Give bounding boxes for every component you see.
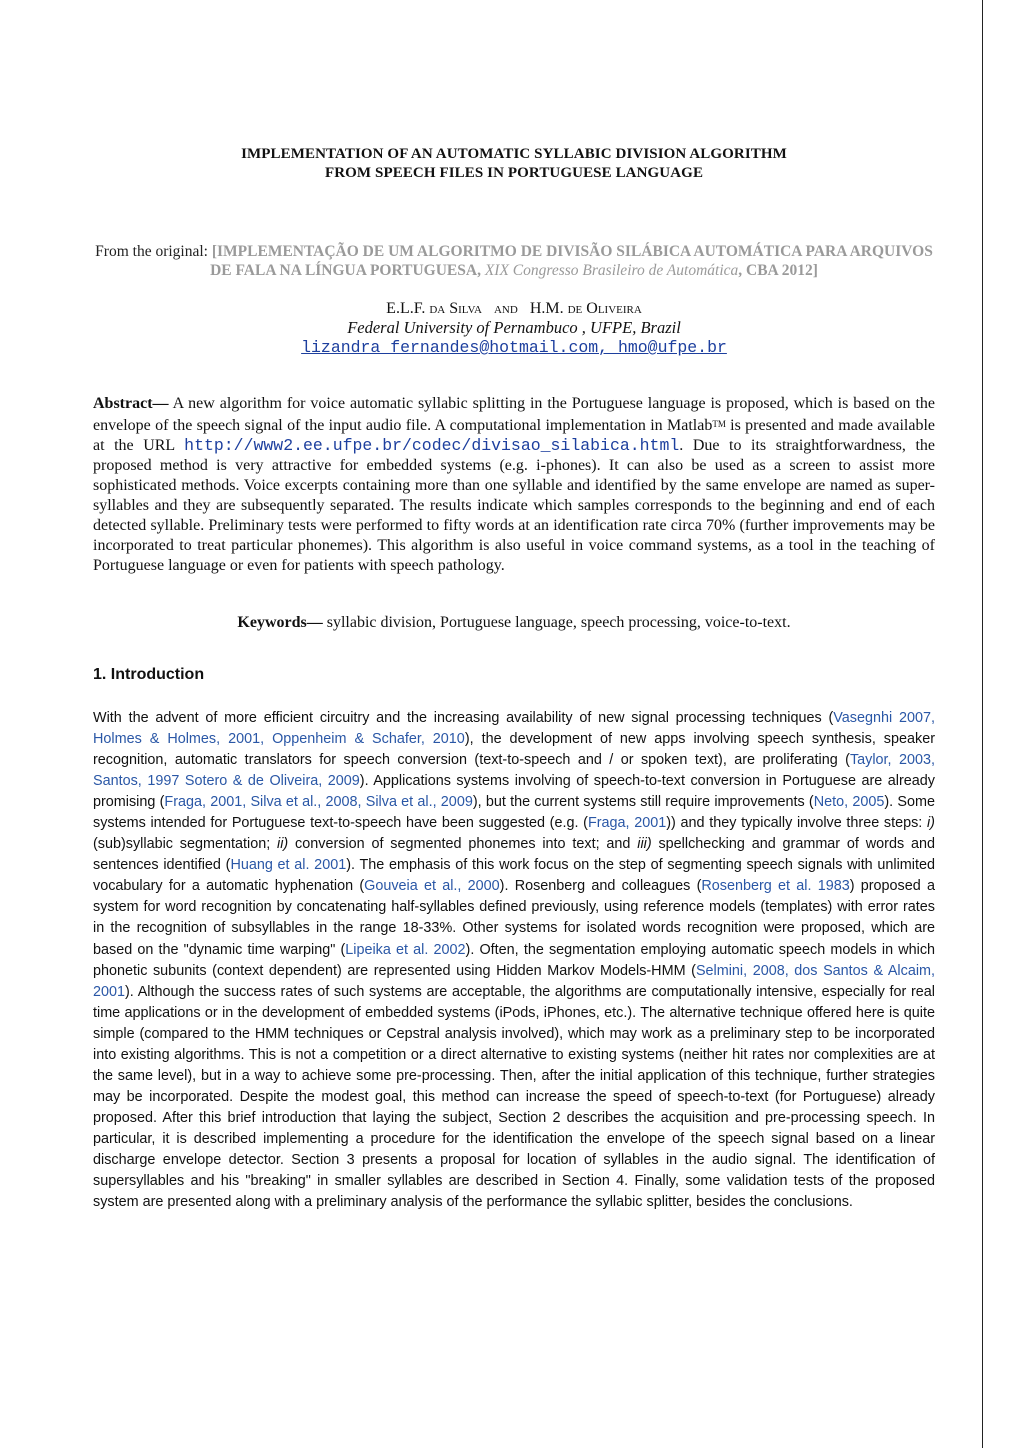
introduction-paragraph [93,708,935,1213]
author-1-surname: da Silva [429,300,482,317]
original-venue-tail: , CBA 2012] [738,262,818,279]
list-marker-iii: iii) [637,836,652,853]
citation-link[interactable]: Neto, 2005 [813,794,885,811]
intro-text: ), the development of new apps involving speech synthesis, speaker recognition, automatic translators for speech conversion (text-to-speech and / or spoken text), are proliferating ( [93,731,935,769]
intro-text: conversion of segmented phonemes into text; and [288,836,638,853]
abstract [93,394,935,576]
keywords-text: syllabic division, Portuguese language, speech processing, voice-to-text. [322,614,791,631]
citation-link[interactable]: Lipeika et al. 2002 [345,941,466,958]
citation-link[interactable]: Taylor, 2003, Santos, 1997 Sotero & de Oliveira, 2009 [93,752,935,790]
intro-text: With the advent of more efficient circuitry and the increasing availability of new signal processing techniques ( [93,710,834,726]
intro-text: ). Applications systems involving of speech-to-text conversion in Portuguese are already promising ( [93,773,935,811]
author-emails-link[interactable]: lizandra_fernandes@hotmail.com, hmo@ufpe.br [301,338,727,357]
citation-link[interactable]: Gouveia et al., 2000 [364,878,500,895]
author-2-initials: H.M. [529,300,568,317]
keywords [93,613,935,633]
citation-link[interactable]: Fraga, 2001, Silva et al., 2008, Silva et al., 2009 [164,794,473,811]
original-prefix: From the original: [95,243,212,260]
intro-text: spellchecking and grammar of words and sentences identified ( [93,836,935,874]
authors-and: and [493,300,518,317]
trademark-mark: TM [712,419,726,429]
author-1-initials: E.L.F. [386,300,430,317]
keywords-label: Keywords— [237,614,323,631]
citation-link[interactable]: Fraga, 2001 [587,815,667,832]
affiliation: Federal University of Pernambuco , UFPE, Brazil [347,318,681,337]
original-venue: XIX Congresso Brasileiro de Automática [484,262,739,279]
intro-text: (sub)syllabic segmentation; [93,836,278,853]
title-line-1: IMPLEMENTATION OF AN AUTOMATIC SYLLABIC DIVISION ALGORITHM [241,146,787,162]
intro-text: ). Rosenberg and colleagues ( [499,878,702,895]
intro-text: ). Some systems intended for Portuguese text-to-speech have been suggested (e.g. ( [93,794,935,832]
authors [93,299,935,318]
intro-text: ). The emphasis of this work focus on the step of segmenting speech signals with unlimited vocabulary for a automatic hyphenation ( [93,857,935,895]
abstract-url-link[interactable]: http://www2.ee.ufpe.br/codec/divisao_silabica.html [184,436,680,455]
intro-text: ), but the current systems still require improvements ( [472,794,814,811]
abstract-label: Abstract— [93,395,169,412]
original-reference [93,242,935,280]
intro-text: )) and they typically involve three steps: [666,815,927,832]
abstract-text-3: . Due to its straightforwardness, the proposed method is very attractive for embedded systems (e.g. i-phones). It can also be used as a screen to assist more sophisticated methods. Voice excerpts containing more than one syllable and identified by the same envelope are named as super-syllables and they are subsequently separated. The results indicate which samples corresponds to the beginning and end of each detected syllable. Preliminary tests were performed to fifty words at an identification rate circa 70% (further improvements may be incorporated to treat particular phonemes). This algorithm is also useful in voice command systems, as a tool in the teaching of Portuguese language or even for patients with speech pathology. [93,437,936,574]
intro-text: ). Although the success rates of such systems are acceptable, the algorithms are computationally intensive, especially for real time applications or in the development of embedded systems (iPods, iPhones, etc.). The alternative technique offered here is quite simple (compared to the HMM techniques or Cepstral analysis involved), which may work as a preliminary step to be incorporated into existing algorithms. This is not a competition or a direct alternative to existing systems (neither hit rates nor complexities are at the same level), but in a way to achieve some pre-processing. Then, after the initial application of this technique, further strategies may be incorporated. Despite the modest goal, this method can increase the speed of speech-to-text (for Portuguese) already proposed. After this brief introduction that laying the subject, Section 2 describes the acquisition and pre-processing speech. In particular, it is described implementing a procedure for the identification the envelope of the speech signal based on a linear discharge envelope detector. Section 3 presents a proposal for location of syllables in the audio signal. The identification of supersyllables and his "breaking" in smaller syllables are described in Section 4. Finally, some validation tests of the proposed system are presented along with a preliminary analysis of the performance the syllabic splitter, besides the conclusions. [93,983,935,1211]
original-open-bracket: [ [211,243,218,260]
original-title: IMPLEMENTAÇÃO DE UM ALGORITMO DE DIVISÃO SILÁBICA AUTOMÁTICA PARA ARQUIVOS DE FALA NA LÍNGUA PORTUGUESA, [210,243,933,279]
paper-title [93,145,935,183]
abstract-text-1: A new algorithm for voice automatic syllabic splitting in the Portuguese language is proposed, which is based on the envelope of the speech signal of the input audio file. A computational implementation in Matlab [93,395,935,434]
citation-link[interactable]: Rosenberg et al. 1983 [701,878,850,895]
list-marker-i: i) [926,815,935,832]
intro-text: ) proposed a system for word recognition by concatenating half-syllables defined previously, using reference models (templates) with error rates in the recognition of subsyllables in the range 18-33%. Other systems for isolated words recognition were proposed, which are based on the "dynamic time warping" ( [93,878,935,958]
author-2-surname: de Oliveira [567,300,642,317]
list-marker-ii: ii) [277,836,289,853]
citation-link[interactable]: Selmini, 2008, dos Santos & Alcaim, 2001 [93,962,936,1000]
citation-link[interactable]: Huang et al. 2001 [230,857,347,874]
intro-text: ). Often, the segmentation employing automatic speech models in which phonetic subunits (context dependent) are represented using Hidden Markov Models-HMM ( [93,941,936,979]
page-edge-divider [982,0,983,1448]
title-line-2: FROM SPEECH FILES IN PORTUGUESE LANGUAGE [324,165,704,181]
section-heading-introduction: 1. Introduction [93,666,205,683]
abstract-text-2: is presented and made available at the URL [93,417,936,454]
citation-link[interactable]: Vasegnhi 2007, Holmes & Holmes, 2001, Oppenheim & Schafer, 2010 [93,710,935,748]
